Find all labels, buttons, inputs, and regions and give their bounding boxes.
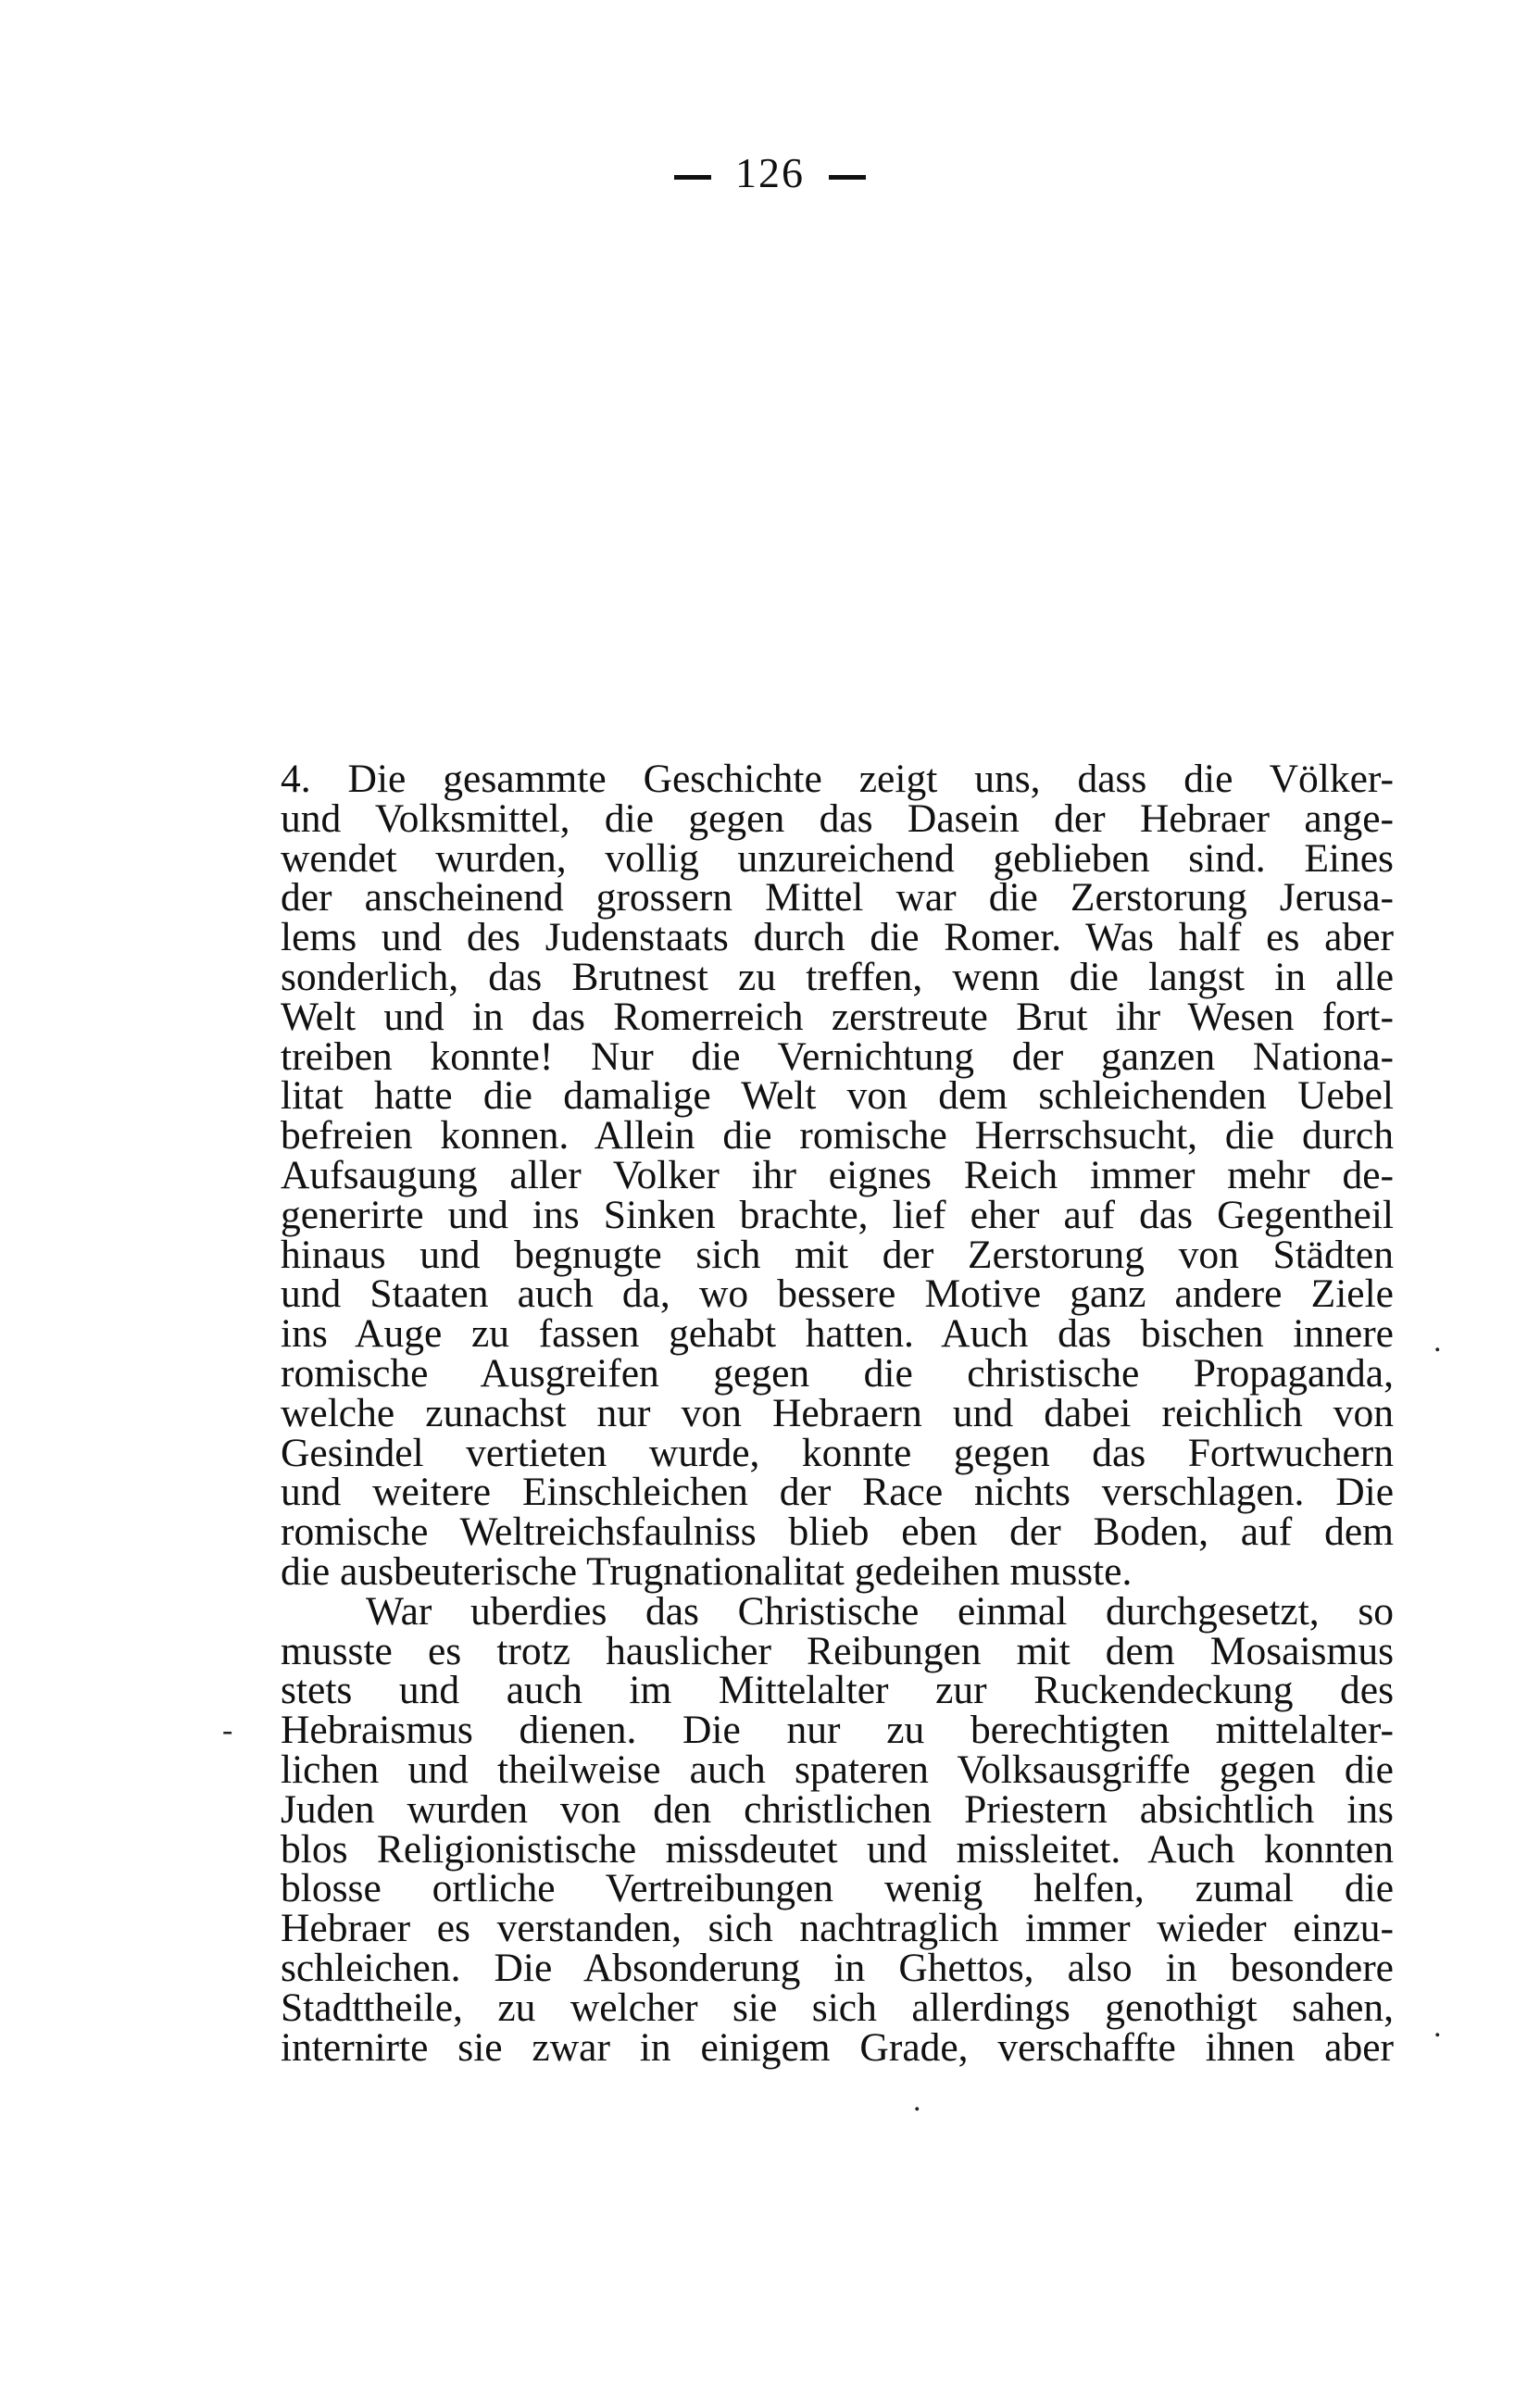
text-line: Hebraer es verstanden, sich nachtraglich immer wieder einzu- [281,1906,1394,1951]
text-line: litat hatte die damalige Welt von dem schleichenden Uebel [281,1073,1394,1119]
margin-mark: . [1434,1324,1442,1359]
text-line: blos Religionistische missdeutet und missleitet. Auch konnten [281,1826,1394,1872]
text-line: und Staaten auch da, wo bessere Motive ganz andere Ziele [281,1271,1394,1317]
margin-mark: . [913,2084,921,2118]
text-line: Gesindel vertieten wurde, konnte gegen das Fortwuchern [281,1430,1394,1475]
text-line: Juden wurden von den christlichen Priestern absichtlich ins [281,1786,1394,1832]
margin-mark: - [222,1713,233,1747]
text-line: musste es trotz hauslicher Reibungen mit dem Mosaismus [281,1628,1394,1673]
paragraph [281,759,1394,1592]
text-line: War uberdies das Christische einmal durchgesetzt, so [366,1588,1394,1634]
text-line: lems und des Judenstaats durch die Romer. Was half es aber [281,915,1394,960]
text-line: ins Auge zu fassen gehabt hatten. Auch das bischen innere [281,1311,1394,1357]
page-header [0,148,1540,197]
text-line: Stadttheile, zu welcher sie sich allerdings genothigt sahen, [281,1985,1394,2030]
page-number: 126 [735,149,805,196]
body-text [281,757,1394,2070]
text-line: stets und auch im Mittelalter zur Ruckendeckung des [281,1668,1394,1713]
text-line: Aufsaugung aller Volker ihr eignes Reich immer mehr de- [281,1152,1394,1197]
text-line: die ausbeuterische Trugnationalitat gedeihen musste. [281,1548,1133,1594]
text-line: der anscheinend grossern Mittel war die Zerstorung Jerusa- [281,875,1394,920]
text-line: und weitere Einschleichen der Race nichts verschlagen. Die [281,1470,1394,1515]
text-line: wendet wurden, vollig unzureichend geblieben sind. Eines [281,835,1394,881]
text-line: treiben konnte! Nur die Vernichtung der ganzen Nationa- [281,1033,1394,1079]
paragraph [281,1588,1394,2070]
text-line: befreien konnen. Allein die romische Herrschsucht, die durch [281,1113,1394,1158]
text-line: blosse ortliche Vertreibungen wenig helfen, zumal die [281,1866,1394,1911]
text-line: Hebraismus dienen. Die nur zu berechtigten mittelalter- [281,1708,1394,1753]
header-dash-left [674,175,711,180]
text-line: welche zunachst nur von Hebraern und dabei reichlich von [281,1390,1394,1435]
margin-mark: . [1434,2010,1442,2044]
text-line: internirte sie zwar in einigem Grade, verschaffte ihnen aber [281,2024,1394,2070]
text-line: schleichen. Die Absonderung in Ghettos, also in besondere [281,1945,1394,1990]
text-line: sonderlich, das Brutnest zu treffen, wenn die langst in alle [281,954,1394,999]
text-line: romische Ausgreifen gegen die christische Propaganda, [281,1350,1394,1396]
text-line: hinaus und begnugte sich mit der Zerstorung von Städten [281,1232,1394,1277]
text-line: und Volksmittel, die gegen das Dasein der Hebraer ange- [281,795,1394,841]
text-line: romische Weltreichsfaulniss blieb eben der Boden, auf dem [281,1509,1394,1555]
text-line: generirte und ins Sinken brachte, lief eher auf das Gegentheil [281,1192,1394,1237]
text-line: Welt und in das Romerreich zerstreute Brut ihr Wesen fort- [281,994,1394,1039]
text-line: lichen und theilweise auch spateren Volksausgriffe gegen die [281,1747,1394,1792]
header-dash-right [829,175,866,180]
text-line: 4. Die gesammte Geschichte zeigt uns, dass die Völker- [281,757,1394,801]
